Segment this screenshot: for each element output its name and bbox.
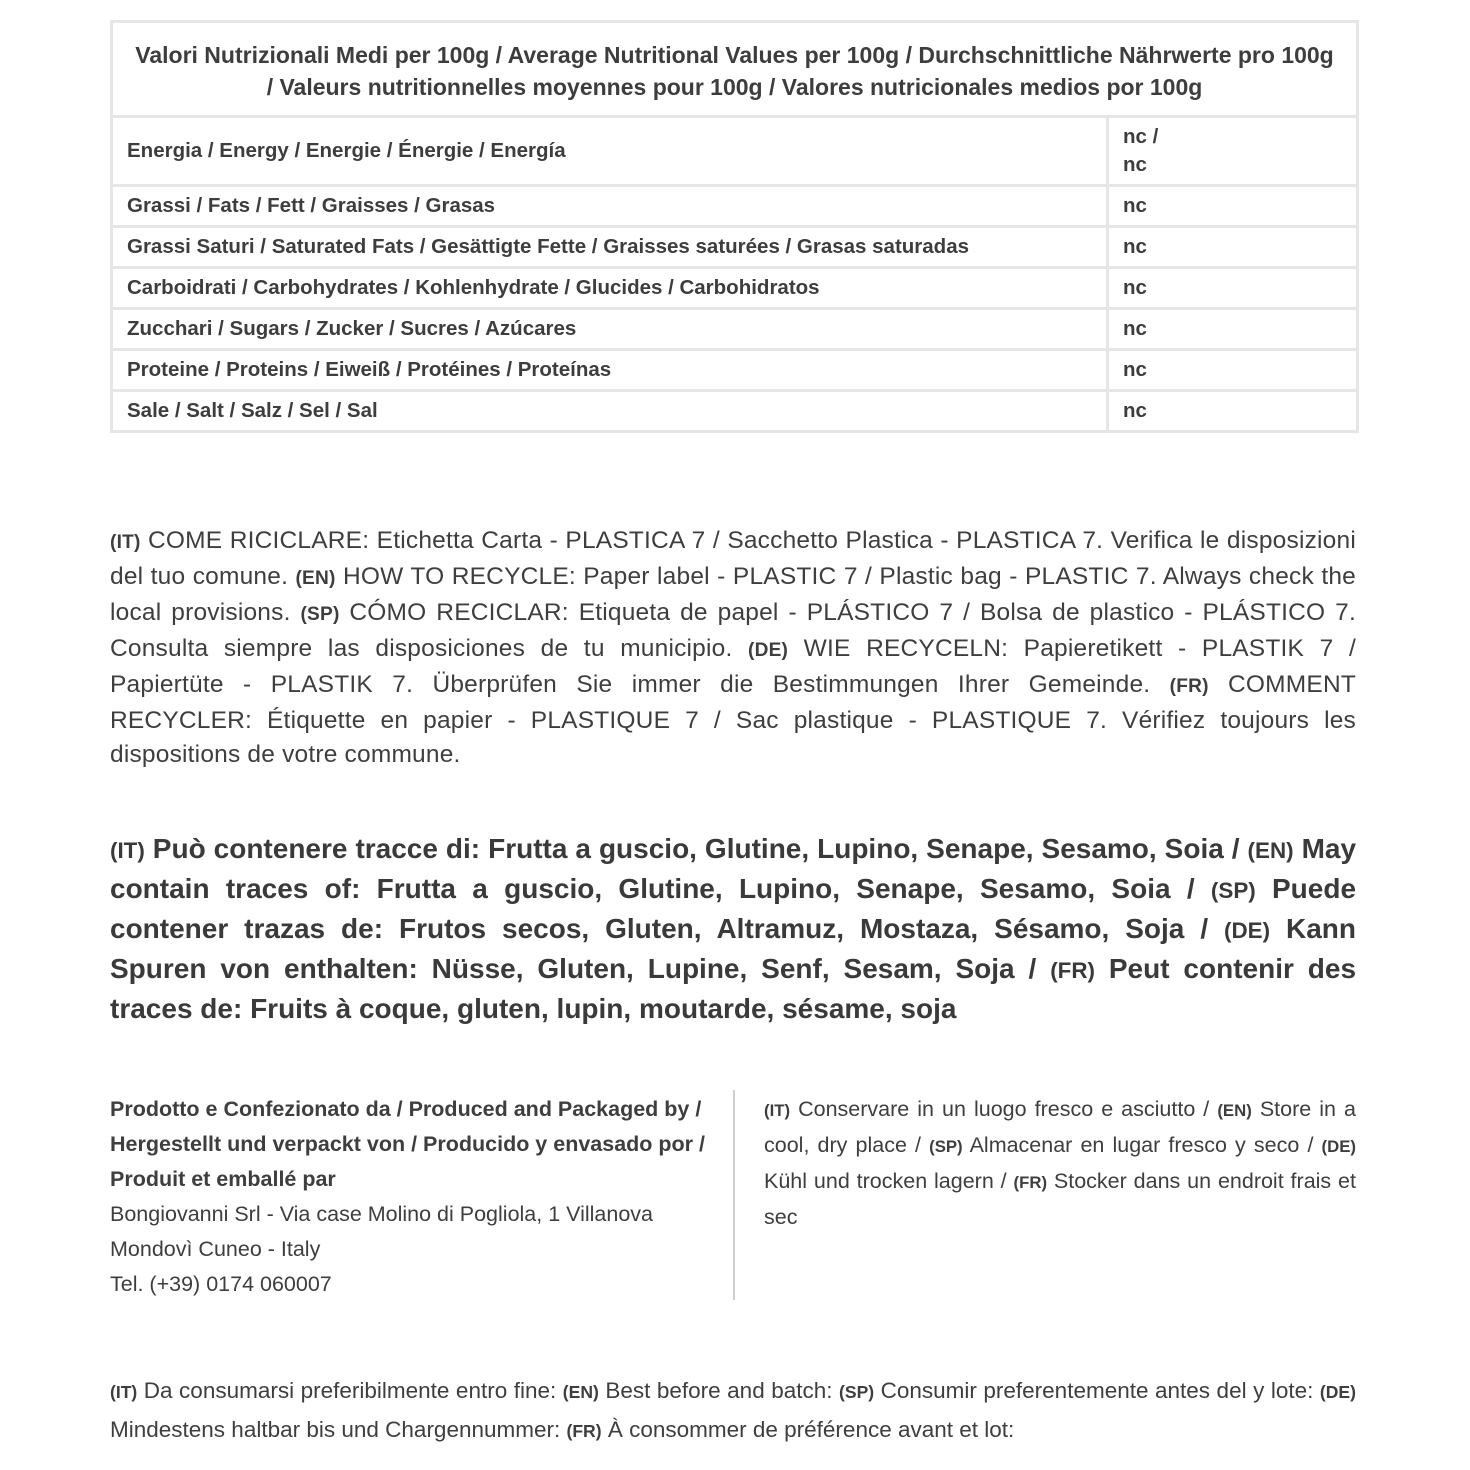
allergen-text-de: Kann Spuren von enthalten: Nüsse, Gluten, Lupine, Senf, Sesam, Soja / [110,913,1357,984]
table-row [112,309,1358,350]
lang-tag-fr: (FR) [1169,676,1209,697]
allergen-statement [110,830,1356,1028]
nutrient-value: nc [1108,186,1358,227]
nutrition-header-row [112,22,1358,117]
lang-tag-sp: (SP) [1210,878,1256,903]
allergen-text-it: Può contenere tracce di: Frutta a guscio, Glutine, Lupino, Senape, Sesamo, Soia / [152,833,1240,864]
nutrition-section [110,20,1356,433]
producer-info [110,1092,710,1302]
allergen-text-en: May contain traces of: Frutta a guscio, Glutine, Lupino, Senape, Sesamo, Soia / [110,833,1357,904]
lang-tag-it: (IT) [110,838,145,863]
table-row [112,186,1358,227]
producer-heading: Prodotto e Confezionato da / Produced and Packaged by / Hergestellt und verpackt von / Producido y envasado por / Produit et emballé par [110,1097,705,1191]
nutrient-value [1108,117,1358,186]
allergen-text-fr: Peut contenir des traces de: Fruits à coque, gluten, lupin, moutarde, sésame, soja [110,953,1357,1024]
recycling-text-de: WIE RECYCELN: Papieretikett - PLASTIK 7 / Papiertüte - PLASTIK 7. Überprüfen Sie immer die Bestimmungen Ihrer Gemeinde. [110,635,1356,698]
lang-tag-sp: (SP) [300,604,340,625]
table-row [112,117,1358,186]
producer-address: Bongiovanni Srl - Via case Molino di Pogliola, 1 Villanova Mondovì Cuneo - Italy [110,1202,654,1261]
storage-text-en: Store in a cool, dry place / [764,1097,1356,1157]
lang-tag-sp: (SP) [929,1137,963,1156]
table-row [112,350,1358,391]
recycling-text-it: COME RICICLARE: Etichetta Carta - PLASTICA 7 / Sacchetto Plastica - PLASTICA 7. Verifica le disposizioni del tuo comune. [110,527,1356,590]
nutrient-label: Carboidrati / Carbohydrates / Kohlenhydrate / Glucides / Carbohidratos [112,268,1108,309]
nutrient-value-line: nc / [1123,125,1159,148]
allergen-text-sp: Puede contener trazas de: Frutos secos, Gluten, Altramuz, Mostaza, Sésamo, Soja / [110,873,1357,944]
column-divider [733,1090,735,1300]
lang-tag-en: (EN) [295,568,336,589]
storage-text-sp: Almacenar en lugar fresco y seco / [969,1133,1314,1157]
storage-text-de: Kühl und trocken lagern / [764,1169,1007,1193]
storage-instructions [764,1092,1356,1235]
nutrient-value: nc [1108,227,1358,268]
lang-tag-de: (DE) [748,640,789,661]
lang-tag-it: (IT) [764,1101,791,1120]
best-before-text-fr: À consommer de préférence avant et lot: [607,1417,1015,1442]
nutrient-label: Grassi Saturi / Saturated Fats / Gesättigte Fette / Graisses saturées / Grasas saturadas [112,227,1108,268]
recycling-instructions [110,524,1356,772]
best-before-text-en: Best before and batch: [605,1378,833,1403]
nutrient-label: Zucchari / Sugars / Zucker / Sucres / Azúcares [112,309,1108,350]
lang-tag-de: (DE) [1321,1137,1357,1156]
producer-phone: Tel. (+39) 0174 060007 [110,1272,332,1296]
recycling-text-en: HOW TO RECYCLE: Paper label - PLASTIC 7 / Plastic bag - PLASTIC 7. Always check the local provisions. [110,563,1356,626]
nutrient-label: Grassi / Fats / Fett / Graisses / Grasas [112,186,1108,227]
lang-tag-de: (DE) [1224,918,1271,943]
lang-tag-fr: (FR) [566,1421,602,1441]
nutrient-label: Energia / Energy / Energie / Énergie / Energía [112,117,1108,186]
storage-text-it: Conservare in un luogo fresco e asciutto / [798,1097,1210,1121]
table-row [112,391,1358,432]
lang-tag-fr: (FR) [1013,1173,1048,1192]
nutrient-value: nc [1108,391,1358,432]
best-before-statement [110,1372,1356,1450]
table-row [112,268,1358,309]
lang-tag-en: (EN) [1247,838,1294,863]
nutrient-value: nc [1108,309,1358,350]
lang-tag-en: (EN) [562,1382,599,1402]
nutrient-label: Sale / Salt / Salz / Sel / Sal [112,391,1108,432]
table-row [112,227,1358,268]
lang-tag-it: (IT) [110,532,141,553]
lang-tag-it: (IT) [110,1382,138,1402]
lang-tag-sp: (SP) [839,1382,875,1402]
nutrition-table [110,20,1359,433]
recycling-text-sp: CÓMO RECICLAR: Etiqueta de papel - PLÁSTICO 7 / Bolsa de plastico - PLÁSTICO 7. Consulta siempre las disposiciones de tu municipio. [110,599,1356,662]
storage-text-fr: Stocker dans un endroit frais et sec [764,1169,1356,1229]
lang-tag-fr: (FR) [1050,958,1095,983]
nutrient-label: Proteine / Proteins / Eiweiß / Protéines / Proteínas [112,350,1108,391]
lang-tag-de: (DE) [1319,1382,1356,1402]
nutrient-value: nc [1108,268,1358,309]
best-before-text-it: Da consumarsi preferibilmente entro fine: [143,1378,557,1403]
nutrient-value-line: nc [1123,153,1147,176]
best-before-text-de: Mindestens haltbar bis und Chargennummer: [110,1417,561,1442]
best-before-text-sp: Consumir preferentemente antes del y lote: [880,1378,1314,1403]
nutrition-title: Valori Nutrizionali Medi per 100g / Average Nutritional Values per 100g / Durchschnittliche Nährwerte pro 100g / Valeurs nutritionnelles moyennes pour 100g / Valores nutricionales medios por 100g [112,22,1358,117]
nutrient-value: nc [1108,350,1358,391]
recycling-text-fr: COMMENT RECYCLER: Étiquette en papier - PLASTIQUE 7 / Sac plastique - PLASTIQUE 7. Vérifiez toujours les dispositions de votre commune. [110,671,1356,768]
lang-tag-en: (EN) [1217,1101,1252,1120]
